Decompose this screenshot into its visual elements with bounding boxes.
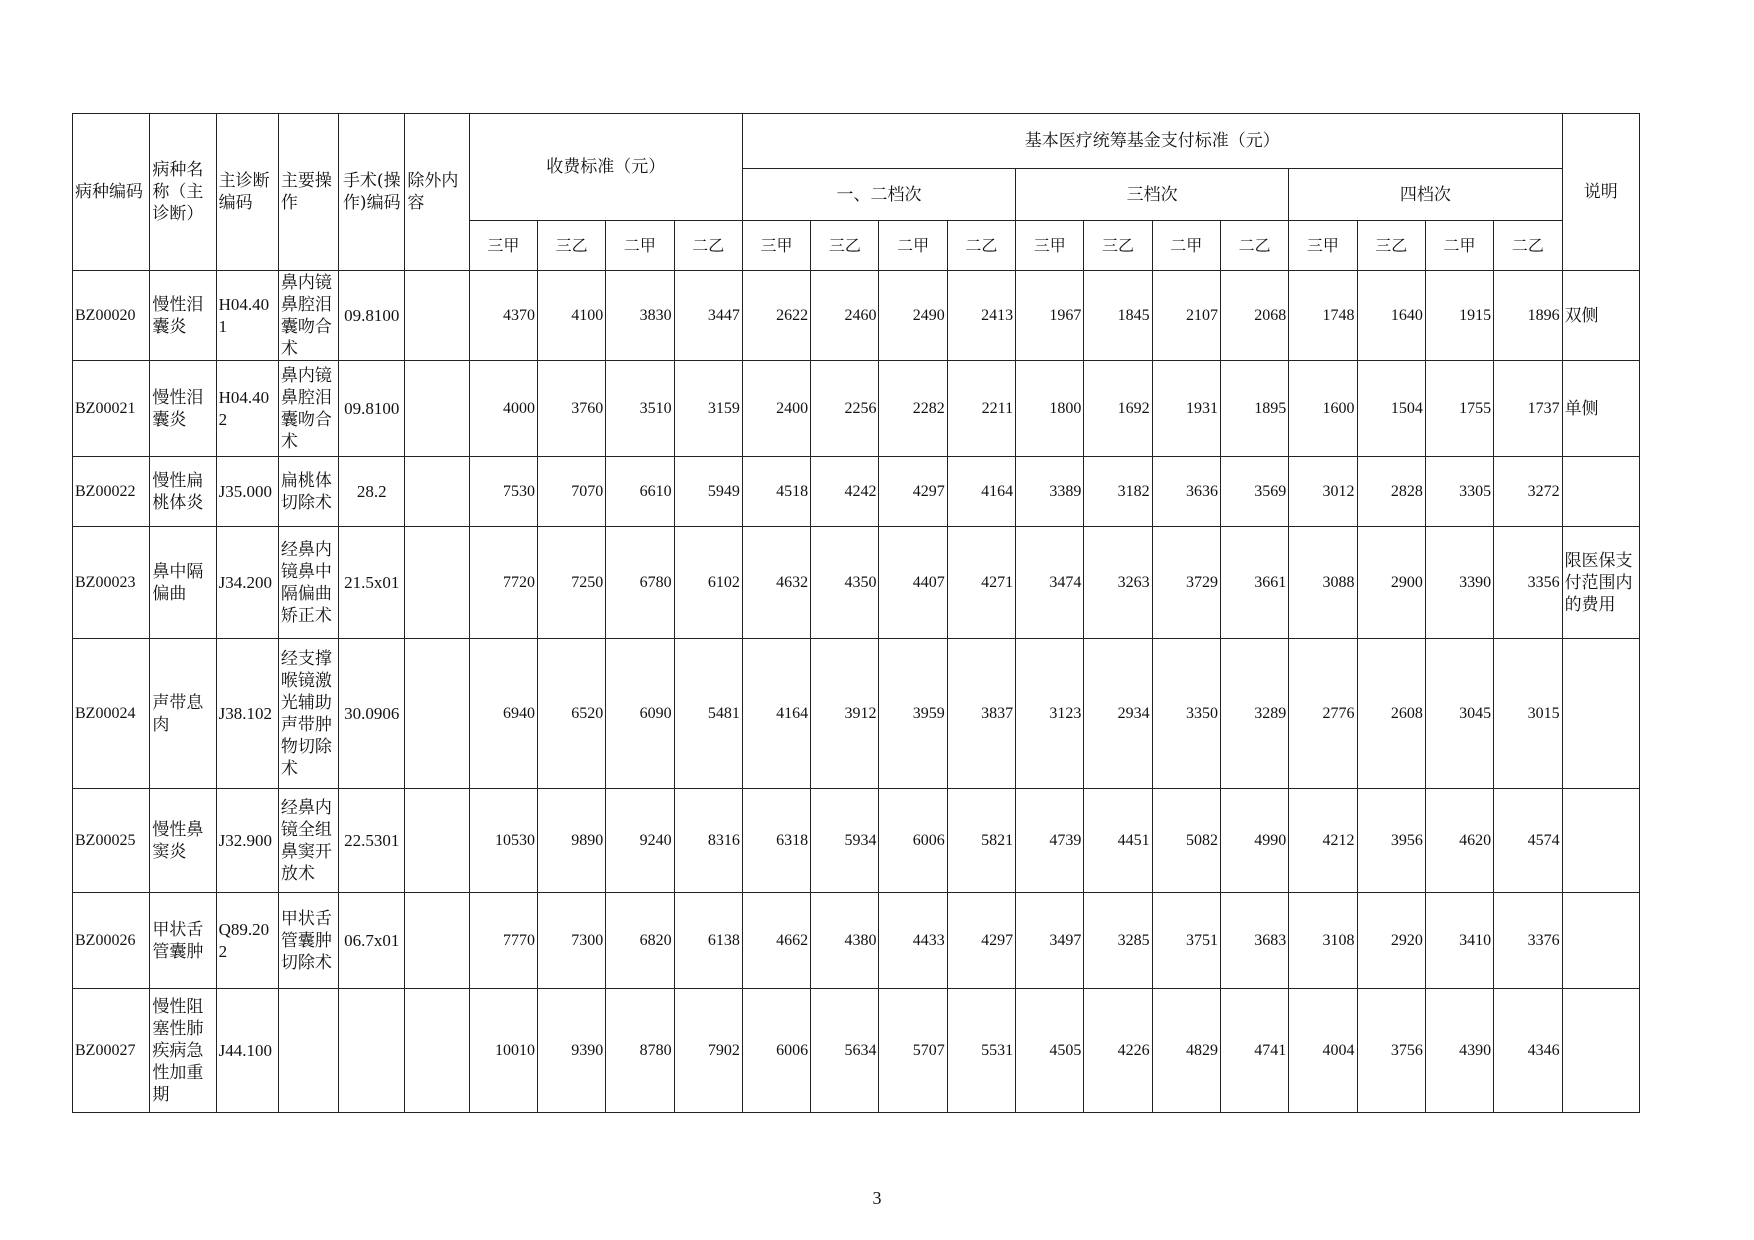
cell-main-operation: 鼻内镜鼻腔泪囊吻合术 — [278, 361, 338, 457]
cell-amount: 1896 — [1494, 271, 1562, 361]
cell-amount: 6090 — [606, 639, 674, 789]
cell-amount: 3497 — [1016, 893, 1084, 989]
cell-amount: 10010 — [469, 989, 537, 1113]
cell-amount: 4574 — [1494, 789, 1562, 893]
cell-amount: 2776 — [1289, 639, 1357, 789]
cell-amount: 2211 — [947, 361, 1015, 457]
cell-amount: 3108 — [1289, 893, 1357, 989]
cell-disease-code: BZ00023 — [73, 527, 150, 639]
cell-diagnosis-code: J35.000 — [216, 457, 278, 527]
cell-procedure-code: 09.8100 — [339, 361, 405, 457]
cell-amount: 3636 — [1152, 457, 1220, 527]
cell-amount: 3410 — [1425, 893, 1493, 989]
cell-amount: 4739 — [1016, 789, 1084, 893]
cell-amount: 2622 — [742, 271, 810, 361]
cell-amount: 4380 — [811, 893, 879, 989]
cell-amount: 3956 — [1357, 789, 1425, 893]
cell-amount: 4829 — [1152, 989, 1220, 1113]
header-tier-4: 四档次 — [1289, 169, 1562, 221]
table-row — [73, 989, 1640, 1113]
cell-amount: 4451 — [1084, 789, 1152, 893]
header-diagnosis-code: 主诊断编码 — [216, 114, 278, 271]
cell-amount: 4000 — [469, 361, 537, 457]
cell-amount: 3182 — [1084, 457, 1152, 527]
cell-procedure-code: 30.0906 — [339, 639, 405, 789]
cell-amount: 3959 — [879, 639, 947, 789]
cell-exclusions — [405, 989, 469, 1113]
cell-amount: 9390 — [537, 989, 605, 1113]
cell-amount: 3015 — [1494, 639, 1562, 789]
cell-amount: 3683 — [1220, 893, 1288, 989]
cell-diagnosis-code: J44.100 — [216, 989, 278, 1113]
cell-procedure-code: 09.8100 — [339, 271, 405, 361]
header-grade: 二甲 — [606, 221, 674, 271]
header-grade: 三甲 — [1016, 221, 1084, 271]
cell-exclusions — [405, 639, 469, 789]
cell-disease-code: BZ00025 — [73, 789, 150, 893]
table-row — [73, 789, 1640, 893]
cell-disease-name: 慢性泪囊炎 — [150, 271, 216, 361]
cell-amount: 6820 — [606, 893, 674, 989]
cell-amount: 9890 — [537, 789, 605, 893]
cell-amount: 1755 — [1425, 361, 1493, 457]
cell-diagnosis-code: H04.402 — [216, 361, 278, 457]
cell-amount: 5634 — [811, 989, 879, 1113]
cell-amount: 4100 — [537, 271, 605, 361]
header-grade: 二乙 — [1220, 221, 1288, 271]
cell-amount: 1600 — [1289, 361, 1357, 457]
header-grade: 三乙 — [811, 221, 879, 271]
cell-amount: 2934 — [1084, 639, 1152, 789]
cell-note: 限医保支付范围内的费用 — [1562, 527, 1639, 639]
header-grade: 二甲 — [879, 221, 947, 271]
cell-amount: 1915 — [1425, 271, 1493, 361]
cell-amount: 2282 — [879, 361, 947, 457]
header-grade: 二乙 — [674, 221, 742, 271]
cell-amount: 1845 — [1084, 271, 1152, 361]
header-grade: 三甲 — [1289, 221, 1357, 271]
cell-amount: 10530 — [469, 789, 537, 893]
cell-disease-code: BZ00026 — [73, 893, 150, 989]
cell-amount: 4297 — [879, 457, 947, 527]
cell-disease-name: 甲状舌管囊肿 — [150, 893, 216, 989]
cell-amount: 4242 — [811, 457, 879, 527]
cell-disease-name: 慢性鼻窦炎 — [150, 789, 216, 893]
cell-amount: 4350 — [811, 527, 879, 639]
cell-amount: 5481 — [674, 639, 742, 789]
header-grade: 三甲 — [742, 221, 810, 271]
cell-exclusions — [405, 893, 469, 989]
cell-amount: 5082 — [1152, 789, 1220, 893]
cell-amount: 4390 — [1425, 989, 1493, 1113]
cell-amount: 3272 — [1494, 457, 1562, 527]
cell-amount: 4518 — [742, 457, 810, 527]
cell-main-operation: 经支撑喉镜激光辅助声带肿物切除术 — [278, 639, 338, 789]
header-grade: 三乙 — [537, 221, 605, 271]
cell-amount: 1967 — [1016, 271, 1084, 361]
cell-amount: 3263 — [1084, 527, 1152, 639]
cell-amount: 3012 — [1289, 457, 1357, 527]
header-disease-name: 病种名称（主诊断） — [150, 114, 216, 271]
cell-amount: 2068 — [1220, 271, 1288, 361]
table-row — [73, 271, 1640, 361]
cell-amount: 7250 — [537, 527, 605, 639]
fee-standard-table — [72, 113, 1640, 1113]
cell-amount: 4433 — [879, 893, 947, 989]
cell-note — [1562, 893, 1639, 989]
cell-amount: 4741 — [1220, 989, 1288, 1113]
cell-amount: 1737 — [1494, 361, 1562, 457]
cell-amount: 7720 — [469, 527, 537, 639]
cell-amount: 6102 — [674, 527, 742, 639]
cell-amount: 2413 — [947, 271, 1015, 361]
cell-amount: 2460 — [811, 271, 879, 361]
cell-note: 单侧 — [1562, 361, 1639, 457]
cell-amount: 2490 — [879, 271, 947, 361]
cell-amount: 8780 — [606, 989, 674, 1113]
cell-amount: 1640 — [1357, 271, 1425, 361]
cell-amount: 2608 — [1357, 639, 1425, 789]
cell-amount: 6940 — [469, 639, 537, 789]
cell-amount: 3729 — [1152, 527, 1220, 639]
cell-amount: 7902 — [674, 989, 742, 1113]
cell-amount: 4164 — [742, 639, 810, 789]
cell-exclusions — [405, 789, 469, 893]
cell-amount: 4632 — [742, 527, 810, 639]
page-number: 3 — [872, 1188, 882, 1208]
header-tier-3: 三档次 — [1016, 169, 1289, 221]
cell-amount: 4662 — [742, 893, 810, 989]
cell-amount: 4620 — [1425, 789, 1493, 893]
header-fund-payment-standard: 基本医疗统筹基金支付标准（元） — [742, 114, 1562, 169]
cell-amount: 7070 — [537, 457, 605, 527]
table-row — [73, 457, 1640, 527]
cell-note — [1562, 457, 1639, 527]
cell-main-operation: 甲状舌管囊肿切除术 — [278, 893, 338, 989]
cell-amount: 4271 — [947, 527, 1015, 639]
cell-note — [1562, 989, 1639, 1113]
fee-standard-table-container — [72, 113, 1640, 1113]
cell-amount: 1748 — [1289, 271, 1357, 361]
cell-amount: 7530 — [469, 457, 537, 527]
cell-note: 双侧 — [1562, 271, 1639, 361]
cell-disease-code: BZ00027 — [73, 989, 150, 1113]
cell-note — [1562, 789, 1639, 893]
cell-amount: 3389 — [1016, 457, 1084, 527]
cell-amount: 4164 — [947, 457, 1015, 527]
header-grade: 三甲 — [469, 221, 537, 271]
cell-procedure-code: 28.2 — [339, 457, 405, 527]
cell-amount: 1800 — [1016, 361, 1084, 457]
cell-amount: 4346 — [1494, 989, 1562, 1113]
cell-diagnosis-code: J34.200 — [216, 527, 278, 639]
cell-diagnosis-code: Q89.202 — [216, 893, 278, 989]
cell-amount: 6006 — [879, 789, 947, 893]
cell-disease-name: 声带息肉 — [150, 639, 216, 789]
cell-diagnosis-code: J32.900 — [216, 789, 278, 893]
cell-amount: 6610 — [606, 457, 674, 527]
cell-amount: 2400 — [742, 361, 810, 457]
cell-amount: 4297 — [947, 893, 1015, 989]
cell-amount: 3837 — [947, 639, 1015, 789]
cell-disease-code: BZ00022 — [73, 457, 150, 527]
header-procedure-code: 手术(操作)编码 — [339, 114, 405, 271]
cell-amount: 3088 — [1289, 527, 1357, 639]
cell-amount: 2828 — [1357, 457, 1425, 527]
cell-amount: 6318 — [742, 789, 810, 893]
table-row — [73, 527, 1640, 639]
cell-amount: 5531 — [947, 989, 1015, 1113]
cell-amount: 3350 — [1152, 639, 1220, 789]
cell-amount: 2256 — [811, 361, 879, 457]
cell-amount: 5707 — [879, 989, 947, 1113]
cell-diagnosis-code: H04.401 — [216, 271, 278, 361]
cell-amount: 3305 — [1425, 457, 1493, 527]
cell-disease-code: BZ00024 — [73, 639, 150, 789]
cell-amount: 7300 — [537, 893, 605, 989]
cell-disease-code: BZ00020 — [73, 271, 150, 361]
header-grade: 二乙 — [1494, 221, 1562, 271]
cell-amount: 3123 — [1016, 639, 1084, 789]
cell-main-operation: 扁桃体切除术 — [278, 457, 338, 527]
cell-amount: 9240 — [606, 789, 674, 893]
header-exclusions: 除外内容 — [405, 114, 469, 271]
cell-amount: 3474 — [1016, 527, 1084, 639]
cell-amount: 4370 — [469, 271, 537, 361]
cell-amount: 4990 — [1220, 789, 1288, 893]
cell-amount: 3447 — [674, 271, 742, 361]
cell-procedure-code: 06.7x01 — [339, 893, 405, 989]
cell-amount: 3510 — [606, 361, 674, 457]
cell-amount: 1895 — [1220, 361, 1288, 457]
cell-amount: 4505 — [1016, 989, 1084, 1113]
cell-amount: 3376 — [1494, 893, 1562, 989]
cell-amount: 3756 — [1357, 989, 1425, 1113]
cell-disease-code: BZ00021 — [73, 361, 150, 457]
header-note: 说明 — [1562, 114, 1639, 271]
cell-main-operation: 经鼻内镜全组鼻窦开放术 — [278, 789, 338, 893]
cell-main-operation: 鼻内镜鼻腔泪囊吻合术 — [278, 271, 338, 361]
cell-diagnosis-code: J38.102 — [216, 639, 278, 789]
header-grade: 三乙 — [1357, 221, 1425, 271]
cell-disease-name: 慢性阻塞性肺疾病急性加重期 — [150, 989, 216, 1113]
header-grade: 二甲 — [1425, 221, 1493, 271]
cell-amount: 8316 — [674, 789, 742, 893]
cell-note — [1562, 639, 1639, 789]
cell-amount: 1931 — [1152, 361, 1220, 457]
cell-exclusions — [405, 457, 469, 527]
cell-amount: 3159 — [674, 361, 742, 457]
cell-disease-name: 慢性扁桃体炎 — [150, 457, 216, 527]
header-fee-standard: 收费标准（元） — [469, 114, 742, 221]
header-grade: 二乙 — [947, 221, 1015, 271]
header-grade: 二甲 — [1152, 221, 1220, 271]
cell-exclusions — [405, 361, 469, 457]
cell-amount: 4407 — [879, 527, 947, 639]
cell-amount: 6006 — [742, 989, 810, 1113]
cell-amount: 3390 — [1425, 527, 1493, 639]
cell-amount: 3356 — [1494, 527, 1562, 639]
table-row — [73, 893, 1640, 989]
cell-amount: 5934 — [811, 789, 879, 893]
cell-amount: 3912 — [811, 639, 879, 789]
header-main-operation: 主要操作 — [278, 114, 338, 271]
cell-amount: 7770 — [469, 893, 537, 989]
cell-amount: 4212 — [1289, 789, 1357, 893]
table-row — [73, 361, 1640, 457]
cell-amount: 4226 — [1084, 989, 1152, 1113]
cell-procedure-code — [339, 989, 405, 1113]
cell-amount: 2920 — [1357, 893, 1425, 989]
table-row — [73, 639, 1640, 789]
cell-exclusions — [405, 527, 469, 639]
cell-disease-name: 鼻中隔偏曲 — [150, 527, 216, 639]
cell-amount: 3661 — [1220, 527, 1288, 639]
cell-amount: 3285 — [1084, 893, 1152, 989]
cell-amount: 6138 — [674, 893, 742, 989]
cell-amount: 5949 — [674, 457, 742, 527]
cell-amount: 3751 — [1152, 893, 1220, 989]
cell-amount: 3569 — [1220, 457, 1288, 527]
cell-main-operation — [278, 989, 338, 1113]
cell-amount: 5821 — [947, 789, 1015, 893]
cell-amount: 6520 — [537, 639, 605, 789]
cell-amount: 3830 — [606, 271, 674, 361]
cell-amount: 1504 — [1357, 361, 1425, 457]
cell-disease-name: 慢性泪囊炎 — [150, 361, 216, 457]
cell-amount: 4004 — [1289, 989, 1357, 1113]
cell-amount: 3045 — [1425, 639, 1493, 789]
cell-amount: 2900 — [1357, 527, 1425, 639]
cell-procedure-code: 21.5x01 — [339, 527, 405, 639]
cell-amount: 3760 — [537, 361, 605, 457]
cell-amount: 2107 — [1152, 271, 1220, 361]
cell-amount: 1692 — [1084, 361, 1152, 457]
cell-procedure-code: 22.5301 — [339, 789, 405, 893]
header-grade: 三乙 — [1084, 221, 1152, 271]
cell-main-operation: 经鼻内镜鼻中隔偏曲矫正术 — [278, 527, 338, 639]
cell-amount: 3289 — [1220, 639, 1288, 789]
cell-exclusions — [405, 271, 469, 361]
header-disease-code: 病种编码 — [73, 114, 150, 271]
header-tier-1-2: 一、二档次 — [742, 169, 1015, 221]
cell-amount: 6780 — [606, 527, 674, 639]
